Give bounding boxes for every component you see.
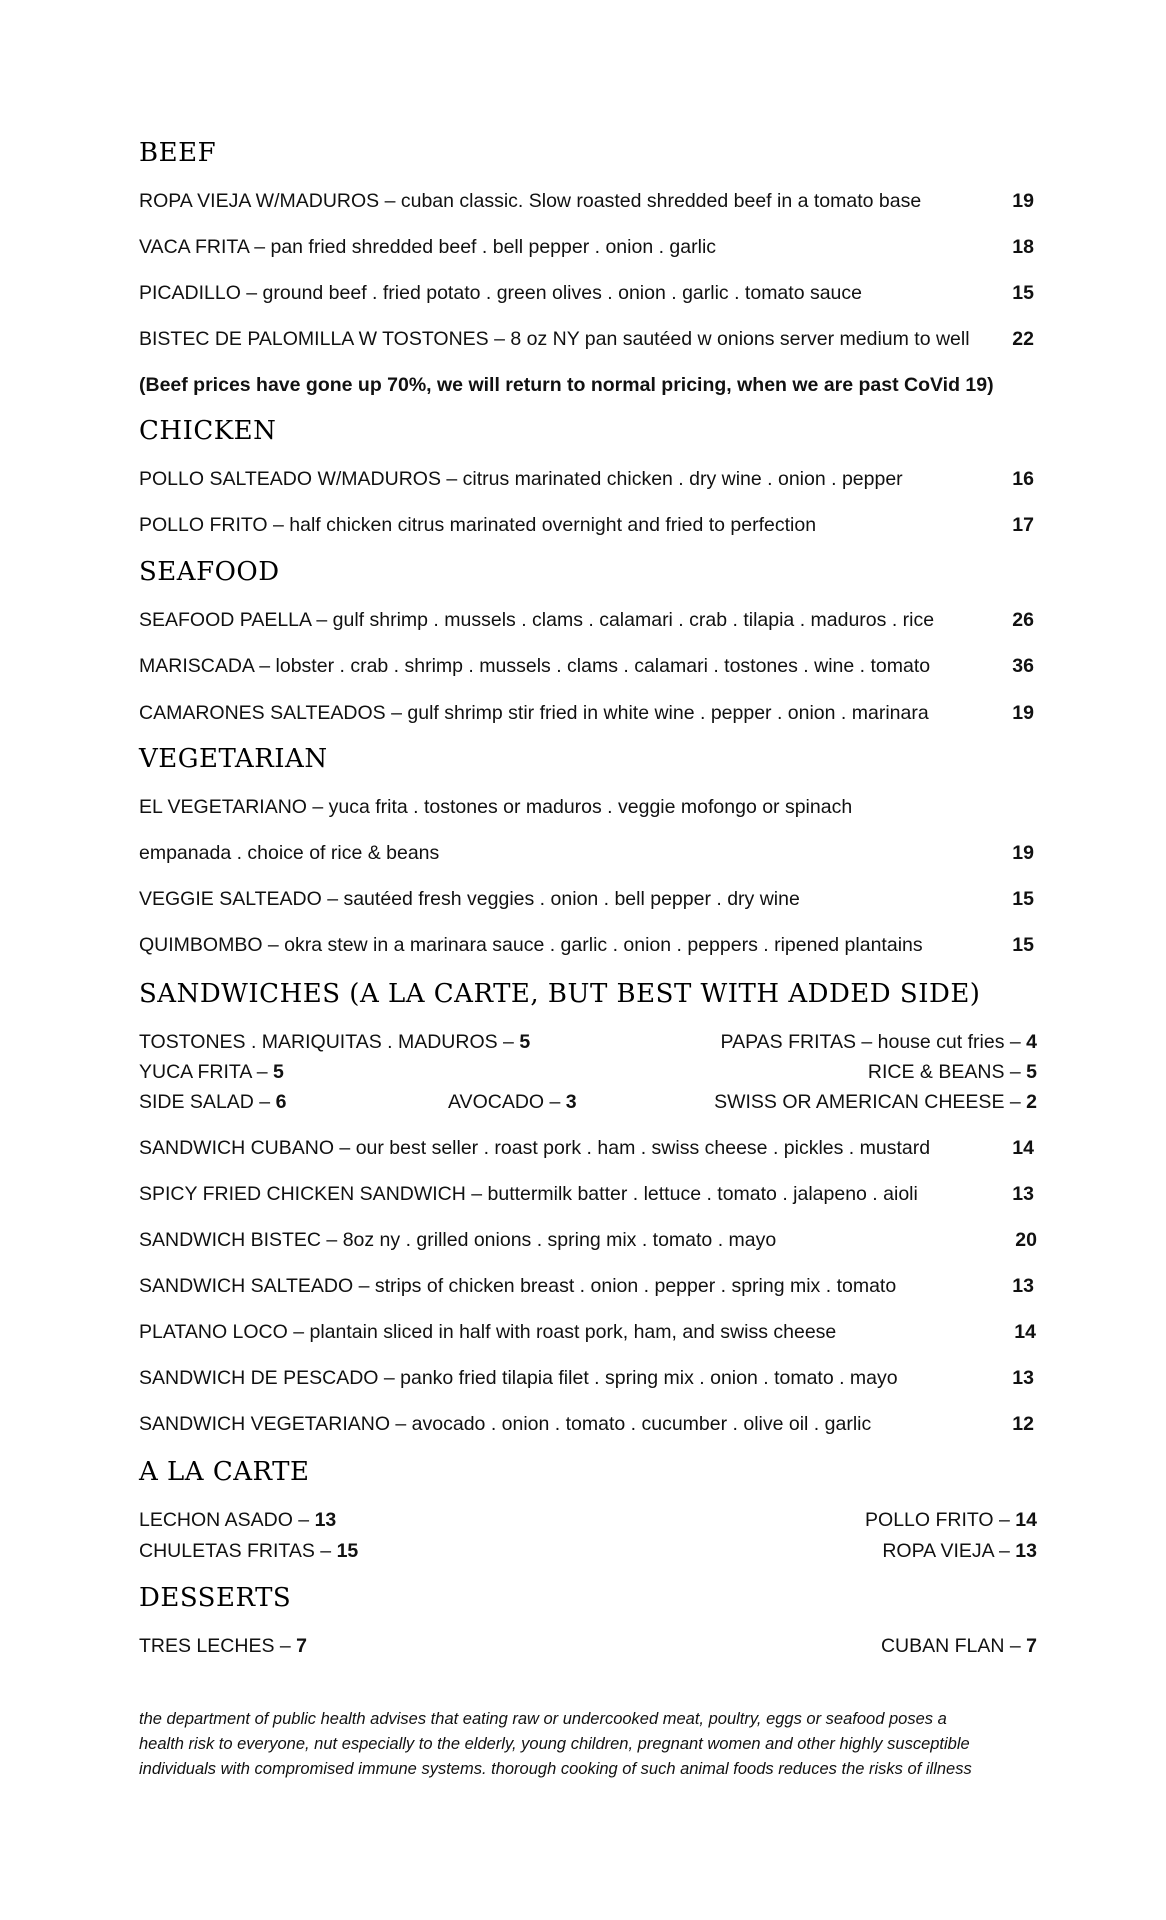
menu-item: [139, 1135, 1037, 1161]
menu-item-continued: [139, 840, 1037, 866]
side-item: [721, 1029, 1037, 1055]
side-item: [139, 1029, 530, 1055]
item-price: 16: [1012, 468, 1034, 490]
side-price: 5: [519, 1031, 531, 1053]
item-price: 13: [1012, 1183, 1034, 1205]
item-price: 22: [1012, 328, 1034, 350]
menu-item: [139, 188, 1037, 214]
item-price: 18: [1012, 236, 1034, 258]
side-label: AVOCADO –: [448, 1091, 566, 1113]
menu-item: [139, 932, 1037, 958]
item-price: 26: [1012, 609, 1034, 631]
side-item: [448, 1089, 577, 1115]
menu-item: [139, 1319, 1037, 1345]
note-text: (Beef prices have gone up 70%, we will return to normal pricing, when we are past CoVid 19): [139, 374, 994, 396]
beef-heading: BEEF: [139, 138, 217, 168]
alacarte-item: [139, 1507, 336, 1533]
item-price: 7: [296, 1635, 307, 1657]
side-label: SWISS OR AMERICAN CHEESE –: [714, 1091, 1027, 1113]
item-price: 19: [1012, 842, 1034, 864]
seafood-heading: SEAFOOD: [139, 557, 280, 587]
item-description: QUIMBOMBO – okra stew in a marinara sauce . garlic . onion . peppers . ripened plantains: [139, 934, 923, 956]
menu-item: [139, 886, 1037, 912]
item-description: empanada . choice of rice & beans: [139, 842, 440, 864]
item-description: SANDWICH BISTEC – 8oz ny . grilled onions . spring mix . tomato . mayo: [139, 1229, 777, 1251]
side-label: RICE & BEANS –: [867, 1061, 1027, 1083]
item-label: POLLO FRITO –: [865, 1509, 1016, 1531]
menu-item: [139, 700, 1037, 726]
item-price: 7: [1026, 1635, 1037, 1657]
side-price: 5: [273, 1061, 284, 1083]
menu-item: [139, 280, 1037, 306]
item-description: SANDWICH CUBANO – our best seller . roast pork . ham . swiss cheese . pickles . mustard: [139, 1137, 931, 1159]
dessert-item: [139, 1633, 307, 1659]
item-price: 19: [1012, 190, 1034, 212]
item-description: SEAFOOD PAELLA – gulf shrimp . mussels . clams . calamari . crab . tilapia . maduros . rice: [139, 609, 935, 631]
menu-item: [139, 1365, 1037, 1391]
item-label: CUBAN FLAN –: [880, 1635, 1027, 1657]
menu-item: [139, 466, 1037, 492]
item-description: BISTEC DE PALOMILLA W TOSTONES – 8 oz NY pan sautéed w onions server medium to well: [139, 328, 970, 350]
item-price: 14: [1012, 1137, 1034, 1159]
menu-item: [139, 794, 1037, 820]
item-price: 15: [1012, 282, 1034, 304]
item-price: 17: [1012, 514, 1034, 536]
menu-item: [139, 1181, 1037, 1207]
menu-item: [139, 1227, 1037, 1253]
disclaimer-line: health risk to everyone, nut especially to the elderly, young children, pregnant women and other highly susceptible: [139, 1735, 970, 1753]
item-price: 14: [1015, 1509, 1037, 1531]
side-label: TOSTONES . MARIQUITAS . MADUROS –: [139, 1031, 520, 1053]
disclaimer-line: the department of public health advises that eating raw or undercooked meat, poultry, eggs or seafood poses a: [139, 1710, 947, 1728]
item-description: VEGGIE SALTEADO – sautéed fresh veggies . onion . bell pepper . dry wine: [139, 888, 800, 910]
item-description: SANDWICH SALTEADO – strips of chicken breast . onion . pepper . spring mix . tomato: [139, 1275, 897, 1297]
menu-item: [139, 326, 1037, 352]
item-description: SPICY FRIED CHICKEN SANDWICH – buttermilk batter . lettuce . tomato . jalapeno . aioli: [139, 1183, 918, 1205]
item-price: 13: [314, 1509, 337, 1531]
item-description: CAMARONES SALTEADOS – gulf shrimp stir fried in white wine . pepper . onion . marinara: [139, 702, 929, 724]
side-label: SIDE SALAD –: [139, 1091, 276, 1113]
menu-item: [139, 653, 1037, 679]
item-description: VACA FRITA – pan fried shredded beef . bell pepper . onion . garlic: [139, 236, 717, 258]
alacarte-item: [882, 1538, 1037, 1564]
side-price: 2: [1026, 1091, 1037, 1113]
desserts-heading: DESSERTS: [139, 1583, 292, 1613]
chicken-heading: CHICKEN: [139, 416, 277, 446]
side-item: [714, 1089, 1037, 1115]
item-price: 12: [1012, 1413, 1034, 1435]
item-description: SANDWICH VEGETARIANO – avocado . onion . tomato . cucumber . olive oil . garlic: [139, 1413, 872, 1435]
menu-item: [139, 607, 1037, 633]
side-label: YUCA FRITA –: [139, 1061, 274, 1083]
alacarte-item: [865, 1507, 1037, 1533]
health-disclaimer: [139, 1707, 1037, 1782]
disclaimer-line: individuals with compromised immune systems. thorough cooking of such animal foods reduces the risks of illness: [139, 1760, 972, 1778]
item-label: ROPA VIEJA –: [882, 1540, 1016, 1562]
item-description: MARISCADA – lobster . crab . shrimp . mussels . clams . calamari . tostones . wine . tomato: [139, 655, 931, 677]
side-item: [139, 1089, 286, 1115]
side-price: 6: [275, 1091, 287, 1113]
side-item: [139, 1059, 284, 1085]
side-price: 5: [1026, 1061, 1037, 1083]
alacarte-heading: A LA CARTE: [139, 1457, 310, 1487]
item-price: 13: [1012, 1275, 1034, 1297]
item-price: 19: [1012, 702, 1034, 724]
item-description: POLLO SALTEADO W/MADUROS – citrus marinated chicken . dry wine . onion . pepper: [139, 468, 903, 490]
item-price: 14: [1014, 1321, 1036, 1343]
side-price: 4: [1026, 1031, 1037, 1053]
item-price: 36: [1012, 655, 1034, 677]
menu-item: [139, 234, 1037, 260]
vegetarian-heading: VEGETARIAN: [139, 744, 328, 774]
item-price: 15: [1012, 934, 1034, 956]
side-item: [868, 1059, 1037, 1085]
item-description: POLLO FRITO – half chicken citrus marinated overnight and fried to perfection: [139, 514, 817, 536]
menu-item: [139, 512, 1037, 538]
sandwiches-heading: SANDWICHES (A LA CARTE, BUT BEST WITH ADDED SIDE): [139, 979, 981, 1009]
item-description: PLATANO LOCO – plantain sliced in half with roast pork, ham, and swiss cheese: [139, 1321, 837, 1343]
item-price: 13: [1015, 1540, 1037, 1562]
item-label: CHULETAS FRITAS –: [139, 1540, 337, 1562]
side-label: PAPAS FRITAS – house cut fries –: [720, 1031, 1027, 1053]
item-price: 13: [1012, 1367, 1034, 1389]
item-description: SANDWICH DE PESCADO – panko fried tilapia filet . spring mix . onion . tomato . mayo: [139, 1367, 898, 1389]
item-description: PICADILLO – ground beef . fried potato . green olives . onion . garlic . tomato sauce: [139, 282, 862, 304]
item-price: 15: [1012, 888, 1034, 910]
item-label: LECHON ASADO –: [139, 1509, 315, 1531]
beef-pricing-note: [139, 372, 1037, 398]
item-price: 20: [1015, 1229, 1037, 1251]
alacarte-item: [139, 1538, 358, 1564]
menu-item: [139, 1273, 1037, 1299]
item-label: TRES LECHES –: [139, 1635, 297, 1657]
side-price: 3: [565, 1091, 577, 1113]
menu-item: [139, 1411, 1037, 1437]
item-description: EL VEGETARIANO – yuca frita . tostones or maduros . veggie mofongo or spinach: [139, 796, 853, 818]
dessert-item: [881, 1633, 1037, 1659]
item-price: 15: [336, 1540, 359, 1562]
item-description: ROPA VIEJA W/MADUROS – cuban classic. Slow roasted shredded beef in a tomato base: [139, 190, 922, 212]
